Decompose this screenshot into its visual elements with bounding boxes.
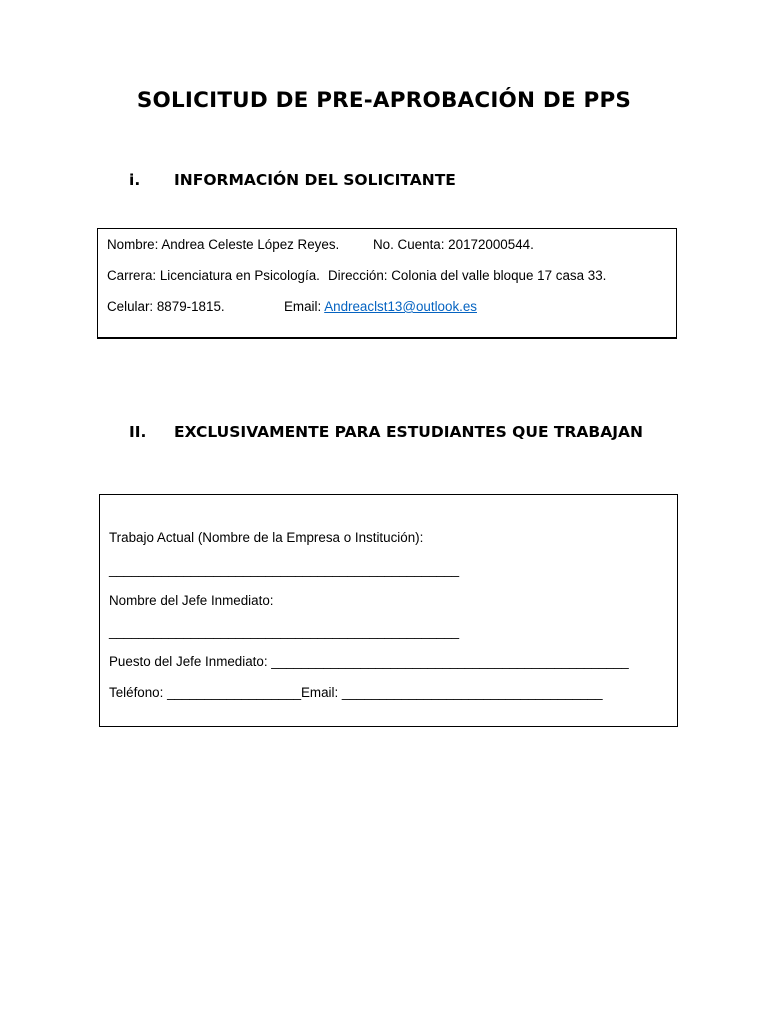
supervisor-name-blank: _______________________________________________	[109, 624, 460, 639]
section-number: II.	[129, 423, 147, 441]
current-job-label: Trabajo Actual (Nombre de la Empresa o Institución):	[109, 530, 424, 545]
current-job-blank: _______________________________________________	[109, 562, 460, 577]
applicant-career: Carrera: Licenciatura en Psicología.	[107, 268, 320, 283]
email-blank: Email: ___________________________________	[301, 685, 603, 700]
section-number: i.	[129, 171, 141, 189]
section-title: INFORMACIÓN DEL SOLICITANTE	[174, 171, 456, 189]
supervisor-position-label: Puesto del Jefe Inmediato: ________________________________________________	[109, 654, 629, 669]
supervisor-name-label: Nombre del Jefe Inmediato:	[109, 593, 274, 608]
applicant-name: Nombre: Andrea Celeste López Reyes.	[107, 237, 340, 252]
phone-blank: Teléfono: __________________	[109, 685, 302, 700]
section-title: EXCLUSIVAMENTE PARA ESTUDIANTES QUE TRABAJAN	[174, 423, 643, 441]
applicant-email	[284, 299, 477, 315]
applicant-phone: Celular: 8879-1815.	[107, 299, 225, 314]
section-heading-working-students	[129, 423, 643, 441]
applicant-account-number: No. Cuenta: 20172000544.	[373, 237, 534, 252]
email-label: Email:	[284, 299, 322, 314]
document-title: SOLICITUD DE PRE-APROBACIÓN DE PPS	[136, 88, 632, 113]
section-heading-applicant-info	[129, 171, 456, 189]
email-link[interactable]: Andreaclst13@outlook.es	[324, 299, 477, 314]
applicant-address: Dirección: Colonia del valle bloque 17 casa 33.	[328, 268, 607, 283]
